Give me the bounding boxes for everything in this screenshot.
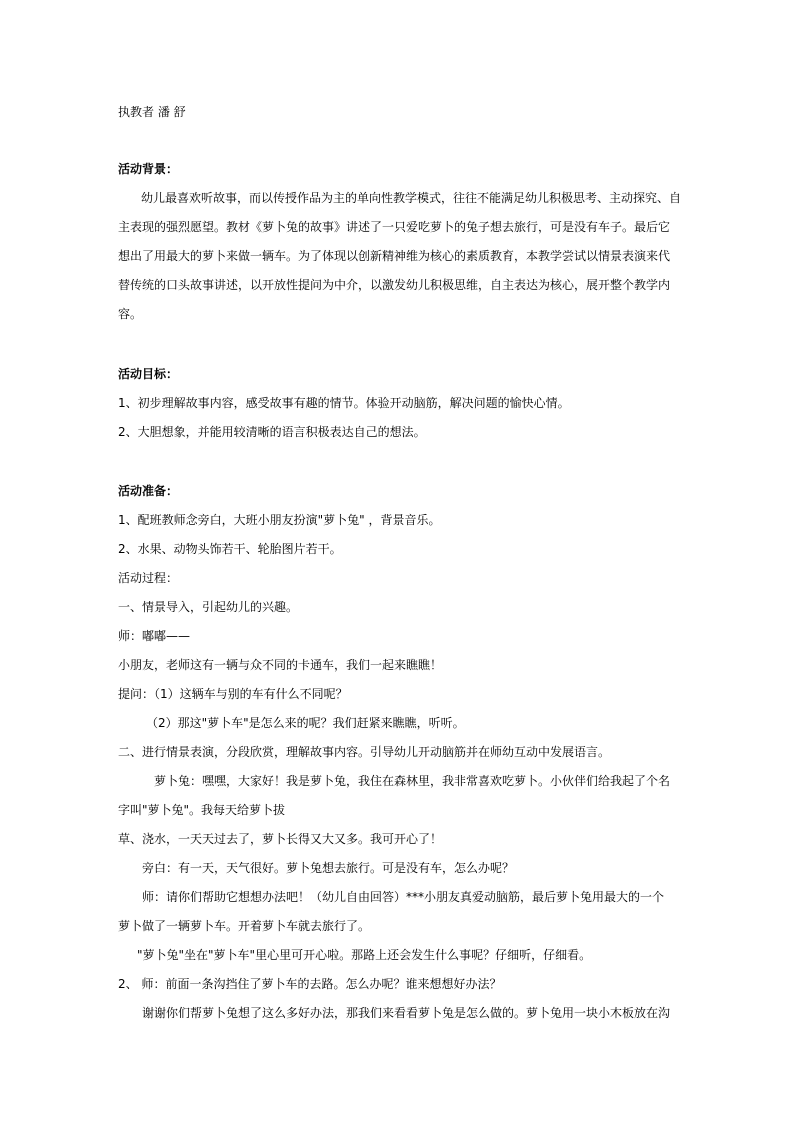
background-heading: 活动背景： [118,162,179,176]
process-line: 师：请你们帮助它想想办法吧！（幼儿自由回答）***小朋友真爱动脑筋，最后萝卜兔用最大的一个 [142,890,665,904]
goals-heading: 活动目标： [118,367,179,381]
background-line: 想出了用最大的萝卜来做一辆车。为了体现以创新精神维为核心的素质教育，本教学尝试以情景表演来代 [118,249,671,263]
process-line: "萝卜兔"坐在"萝卜车"里心里可开心啦。那路上还会发生什么事呢？仔细听，仔细看。 [137,948,592,962]
process-line: 草、浇水，一天天过去了，萝卜长得又大又多。我可开心了！ [118,832,443,846]
process-line: 师：嘟嘟—— [118,629,191,643]
process-line: 萝卜兔：嘿嘿，大家好！我是萝卜兔，我住在森林里，我非常喜欢吃萝卜。小伙伴们给我起了个名 [154,774,671,788]
process-line: （2）那这"萝卜车"是怎么来的呢？我们赶紧来瞧瞧，听听。 [146,716,465,730]
process-line: 旁白：有一天，天气很好。萝卜兔想去旅行。可是没有车，怎么办呢？ [142,861,515,875]
goal-item: 2、大胆想象，并能用较清晰的语言积极表达自己的想法。 [118,425,426,439]
process-heading: 活动过程： [118,571,179,585]
background-line: 主表现的强烈愿望。教材《萝卜兔的故事》讲述了一只爱吃萝卜的兔子想去旅行，可是没有车子。最后它 [118,220,671,234]
process-line: 谢谢你们帮萝卜兔想了这么多好办法，那我们来看看萝卜兔是怎么做的。萝卜兔用一块小木板放在沟 [142,1006,671,1020]
process-line: 二、进行情景表演，分段欣赏，理解故事内容。引导幼儿开动脑筋并在师幼互动中发展语言。 [118,745,611,759]
process-line: 2、 师：前面一条沟挡住了萝卜车的去路。怎么办呢？谁来想想好办法？ [118,977,502,991]
author-line: 执教者 潘 舒 [118,105,186,119]
prep-item: 2、水果、动物头饰若干、轮胎图片若干。 [118,542,342,556]
background-line: 容。 [118,307,143,321]
goal-item: 1、初步理解故事内容，感受故事有趣的情节。体验开动脑筋，解决问题的愉快心情。 [118,396,570,410]
process-line: 字叫"萝卜兔"。我每天给萝卜拔 [118,803,286,817]
process-line: 小朋友，老师这有一辆与众不同的卡通车，我们一起来瞧瞧！ [118,658,443,672]
process-line: 萝卜做了一辆萝卜车。开着萝卜车就去旅行了。 [118,919,371,933]
process-line: 一、情景导入，引起幼儿的兴趣。 [118,600,299,614]
prep-item: 1、配班教师念旁白，大班小朋友扮演"萝卜兔" ，背景音乐。 [118,513,441,527]
prep-heading: 活动准备： [118,484,179,498]
background-line: 幼儿最喜欢听故事，而以传授作品为主的单向性教学模式，往往不能满足幼儿积极思考、主动探究、自 [141,191,682,205]
background-line: 替传统的口头故事讲述，以开放性提问为中介，以激发幼儿积极思维，自主表达为核心，展开整个教学内 [118,278,671,292]
process-line: 提问：（1）这辆车与别的车有什么不同呢？ [118,687,348,701]
